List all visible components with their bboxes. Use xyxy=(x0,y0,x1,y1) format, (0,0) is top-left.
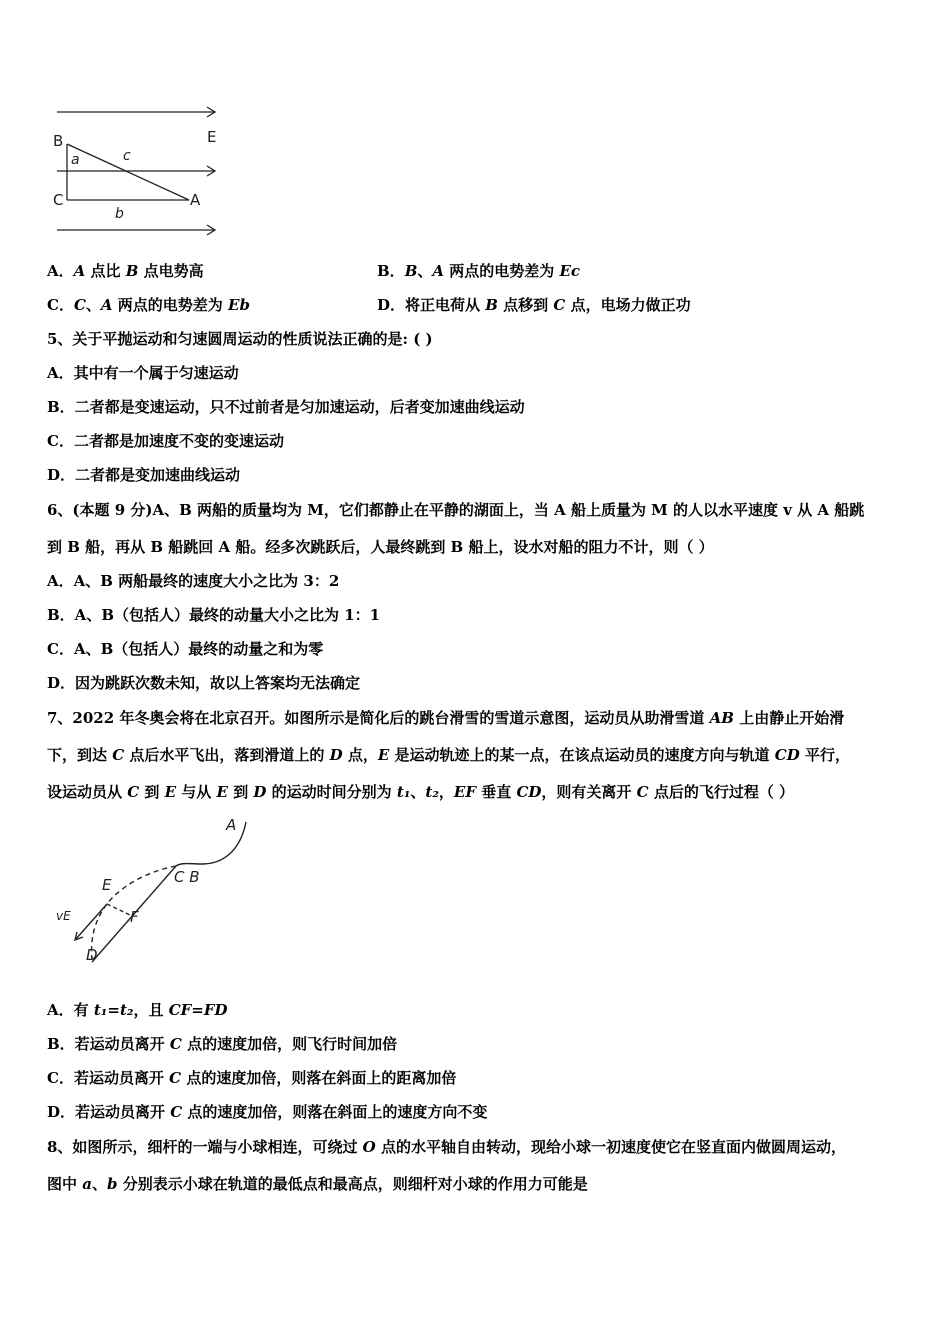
label-C: C xyxy=(53,191,64,209)
label-D: D xyxy=(86,946,98,964)
q7-stem-line1: 7、2022 年冬奥会将在北京召开。如图所示是简化后的跳台滑雪的雪道示意图，运动员从助滑雪道 AB 上由静止开始滑 xyxy=(47,709,845,727)
q5-option-c: C．二者都是加速度不变的变速运动 xyxy=(47,432,284,450)
q4-option-d: D．将正电荷从 B 点移到 C 点，电场力做正功 xyxy=(377,296,691,314)
q5-stem: 5、关于平抛运动和匀速圆周运动的性质说法正确的是: ( ) xyxy=(47,330,433,348)
q7-stem-line2: 下，到达 C 点后水平飞出，落到滑道上的 D 点，E 是运动轨迹上的某一点，在该点运动员的速度方向与轨道 CD 平行， xyxy=(47,746,850,764)
q5-option-a: A．其中有一个属于匀速运动 xyxy=(47,364,239,382)
q4-option-b: B．B、A 两点的电势差为 Ec xyxy=(377,262,581,280)
q4-option-c: C．C、A 两点的电势差为 Eb xyxy=(47,296,250,314)
q6-stem-line1: 6、(本题 9 分)A、B 两船的质量均为 M，它们都静止在平静的湖面上，当 A 船上质量为 M 的人以水平速度 v 从 A 船跳 xyxy=(47,501,865,519)
q7-stem-line3: 设运动员从 C 到 E 与从 E 到 D 的运动时间分别为 t₁、t₂，EF 垂直 CD，则有关离开 C 点后的飞行过程（ ） xyxy=(47,783,795,801)
label-E: E xyxy=(207,128,217,146)
q5-option-d: D．二者都是变加速曲线运动 xyxy=(47,466,241,484)
label-CB: C B xyxy=(174,868,200,886)
q7-option-d: D．若运动员离开 C 点的速度加倍，则落在斜面上的速度方向不变 xyxy=(47,1103,488,1121)
q7-option-a: A．有 t₁=t₂，且 CF=FD xyxy=(47,1001,228,1019)
label-B: B xyxy=(53,132,64,150)
q6-option-d: D．因为跳跃次数未知，故以上答案均无法确定 xyxy=(47,674,361,692)
q6-stem-line2: 到 B 船，再从 B 船跳回 A 船。经多次跳跃后，人最终跳到 B 船上，设水对船的阻力不计，则（ ） xyxy=(47,538,714,556)
q7-option-c: C．若运动员离开 C 点的速度加倍，则落在斜面上的距离加倍 xyxy=(47,1069,457,1087)
q8-stem-line1: 8、如图所示，细杆的一端与小球相连，可绕过 O 点的水平轴自由转动，现给小球一初速度使它在竖直面内做圆周运动， xyxy=(47,1138,846,1156)
label-A: A xyxy=(190,191,201,209)
q6-option-b: B．A、B（包括人）最终的动量大小之比为 1：1 xyxy=(47,606,381,624)
ski-jump-figure xyxy=(50,812,260,972)
q5-option-b: B．二者都是变速运动，只不过前者是匀加速运动，后者变加速曲线运动 xyxy=(47,398,525,416)
q6-option-c: C．A、B（包括人）最终的动量之和为零 xyxy=(47,640,324,658)
q8-stem-line2: 图中 a、b 分别表示小球在轨道的最低点和最高点，则细杆对小球的作用力可能是 xyxy=(47,1175,588,1193)
label-F: F xyxy=(130,908,139,926)
label-b: b xyxy=(115,206,124,222)
q4-option-a: A．A 点比 B 点电势高 xyxy=(47,262,204,280)
electric-field-figure xyxy=(47,100,232,245)
q7-option-b: B．若运动员离开 C 点的速度加倍，则飞行时间加倍 xyxy=(47,1035,398,1053)
label-a: a xyxy=(71,152,80,168)
label-A: A xyxy=(226,816,237,834)
q6-option-a: A．A、B 两船最终的速度大小之比为 3：2 xyxy=(47,572,340,590)
label-E: E xyxy=(102,876,112,894)
label-c: c xyxy=(123,148,131,164)
label-vE: vE xyxy=(56,909,71,923)
